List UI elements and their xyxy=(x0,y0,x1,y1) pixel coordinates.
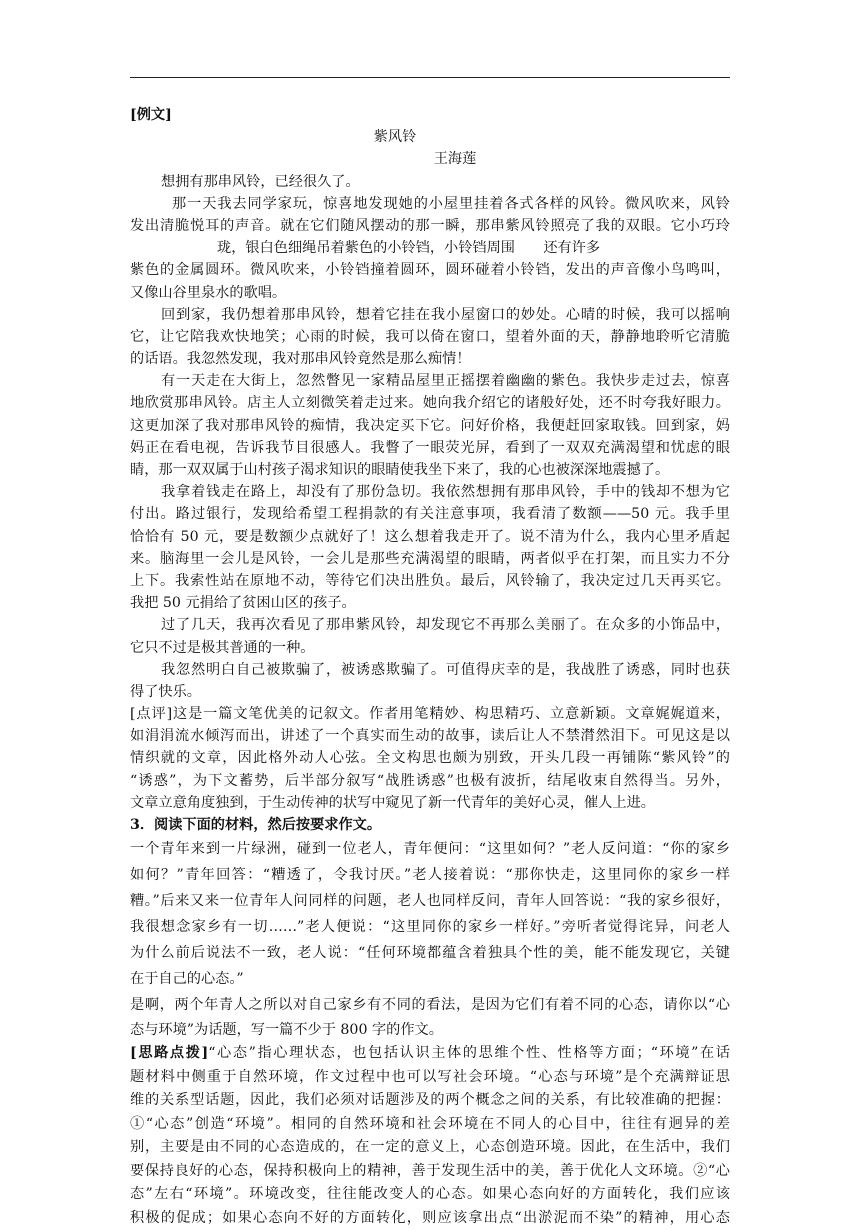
paragraph-line: 想拥有那串风铃，已经很久了。 xyxy=(161,173,360,190)
paragraph-line: 回到家，我仍想着那串风铃，想着它挂在我小屋窗口的妙处。心晴的时候，我可以摇响 xyxy=(161,306,730,323)
hint-line: 别，主要是由不同的心态造成的，在一定的意义上，心态创造环境。因此，在生活中，我们 xyxy=(130,1139,730,1156)
paragraph-line: 得了快乐。 xyxy=(130,683,201,700)
paragraph-line: 又像山谷里泉水的歌唱。 xyxy=(130,284,287,301)
paragraph-line: 珑，银白色细绳吊着紫色的小铃铛，小铃铛周围 还有许多 xyxy=(217,240,601,257)
paragraph-line: 我拿着钱走在路上，却没有了那份急切。我依然想拥有那串风铃，手中的钱却不想为它 xyxy=(161,484,730,501)
hint-line: 要保持良好的心态，保持积极向上的精神，善于发现生活中的美，善于优化人文环境。②“心 xyxy=(130,1162,730,1179)
paragraph-line: 妈正在看电视，告诉我节目很感人。我瞥了一眼荧光屏，看到了一双双充满渴望和忧虑的眼 xyxy=(130,439,730,456)
example-label: [例文] xyxy=(130,107,172,123)
paragraph-line: 我把 50 元捐给了贫困山区的孩子。 xyxy=(130,595,356,612)
paragraph-line: 有一天走在大街上，忽然瞥见一家精品屋里正摇摆着幽幽的紫色。我快步走过去，惊喜 xyxy=(161,373,730,390)
hint-line: 维的关系型话题，因此，我们必须对话题涉及的两个概念之间的关系，有比较准确的把握： xyxy=(130,1092,730,1109)
paragraph-line: 我忽然明白自己被欺骗了，被诱惑欺骗了。可值得庆幸的是，我战胜了诱惑，同时也获 xyxy=(161,661,730,678)
material-line: 为什么前后说法不一致，老人说：“任何环境都蕴含着独具个性的美，能不能发现它，关键 xyxy=(130,945,730,962)
paragraph-line: 睛，那一双双属于山村孩子渴求知识的眼睛使我坐下来了，我的心也被深深地震撼了。 xyxy=(130,462,670,478)
paragraph-line: 地欣赏那串风铃。店主人立刻微笑着走过来。她向我介绍它的诸般好处，还不时夸我好眼力。 xyxy=(130,395,730,412)
comment-line: [点评]这是一篇文笔优美的记叙文。作者用笔精妙、构思精巧、立意新颖。文章娓娓道来， xyxy=(130,706,730,723)
paragraph-line: 它，让它陪我欢快地笑；心雨的时候，我可以倚在窗口，望着外面的天，静静地聆听它清脆 xyxy=(130,328,730,345)
paragraph-line: 恰恰有 50 元，要是数额少点就好了！这么想着我走开了。说不清为什么，我内心里矛盾起 xyxy=(130,528,730,545)
task-line: 态与环境”为话题，写一篇不少于 800 字的作文。 xyxy=(130,1022,443,1039)
material-line: 在于自己的心态。” xyxy=(130,971,244,988)
paragraph-line: 它只不过是极其普通的一种。 xyxy=(130,639,315,656)
paragraph-line: 上下。我索性站在原地不动，等待它们决出胜负。最后，风铃输了，我决定过几天再买它。 xyxy=(130,572,730,589)
paragraph-line: 来。脑海里一会儿是风铃，一会儿是那些充满渴望的眼睛，两者似乎在打架，而且实力不分 xyxy=(130,550,730,567)
hint-line: [思路点拨]“心态”指心理状态，也包括认识主体的思维个性、性格等方面；“环境”在话 xyxy=(130,1045,730,1062)
header-rule xyxy=(130,77,730,78)
hint-line: 题材料中侧重于自然环境，作文过程中也可以写社会环境。“心态与环境”是个充满辩证思 xyxy=(130,1068,730,1085)
document-body xyxy=(130,104,730,1230)
hint-label: [思路点拨] xyxy=(130,1045,209,1062)
comment-line: 如涓涓流水倾泻而出，讲述了一个真实而生动的故事，读后让人不禁潸然泪下。可见这是以 xyxy=(130,728,730,745)
hint-line: 态”左右“环境”。环境改变，往往能改变人的心态。如果心态向好的方面转化，我们应该 xyxy=(130,1186,730,1203)
paragraph-line: 付出。路过银行，发现给希望工程捐款的有关注意事项，我看清了数额——50 元。我手里 xyxy=(130,506,730,523)
paragraph-line: 过了几天，我再次看见了那串紫风铃，却发现它不再那么美丽了。在众多的小饰品中， xyxy=(161,617,730,634)
paragraph-line: 那一天我去同学家玩，惊喜地发现她的小屋里挂着各式各样的风铃。微风吹来，风铃 xyxy=(172,195,730,212)
material-line: 一个青年来到一片绿洲，碰到一位老人，青年便问：“这里如何？”老人反问道：“你的家乡 xyxy=(130,841,730,858)
hint-line: ①“心态”创造“环境”。相同的自然环境和社会环境在不同人的心目中，往往有迥异的差 xyxy=(130,1115,730,1132)
material-line: 糟。”后来又来一位青年人问同样的问题，老人也同样反问，青年人回答说：“我的家乡很好， xyxy=(130,893,730,910)
paragraph-line: 这更加深了我对那串风铃的痴情，我决定买下它。问好价格，我便赶回家取钱。回到家，妈 xyxy=(130,417,730,434)
question-title: 3．阅读下面的材料，然后按要求作文。 xyxy=(130,817,382,833)
paragraph-line: 的话语。我忽然发现，我对那串风铃竟然是那么痴情！ xyxy=(130,351,471,368)
essay-author: 王海莲 xyxy=(433,151,477,168)
paragraph-line: 发出清脆悦耳的声音。就在它们随风摆动的那一瞬，那串紫风铃照亮了我的双眼。它小巧玲 xyxy=(130,217,730,234)
essay-title: 紫风铃 xyxy=(373,129,417,146)
material-line: 如何？”青年回答：“糟透了，令我讨厌。”老人接着说：“那你快走，这里同你的家乡一样 xyxy=(130,867,730,884)
comment-line: “诱惑”，为下文蓄势，后半部分叙写“战胜诱惑”也极有波折，结尾收束自然得当。另外， xyxy=(130,772,730,789)
paragraph-line: 紫色的金属圆环。微风吹来，小铃铛撞着圆环，圆环碰着小铃铛，发出的声音像小鸟鸣叫， xyxy=(130,262,730,279)
hint-line: 积极的促成；如果心态向不好的方面转化，则应该拿出点“出淤泥而不染”的精神，用心态 xyxy=(130,1209,730,1226)
comment-line: 情织就的文章，因此格外动人心弦。全文构思也颇为别致，开头几段一再铺陈“紫风铃”的 xyxy=(130,750,730,767)
task-line: 是啊，两个年青人之所以对自己家乡有不同的看法，是因为它们有着不同的心态，请你以“心 xyxy=(130,997,730,1014)
material-line: 我很想念家乡有一切……”老人便说：“这里同你的家乡一样好。”旁听者觉得诧异，问老人 xyxy=(130,919,730,936)
comment-line: 文章立意角度独到，于生动传神的状写中窥见了新一代青年的美好心灵，催人上进。 xyxy=(130,794,655,811)
